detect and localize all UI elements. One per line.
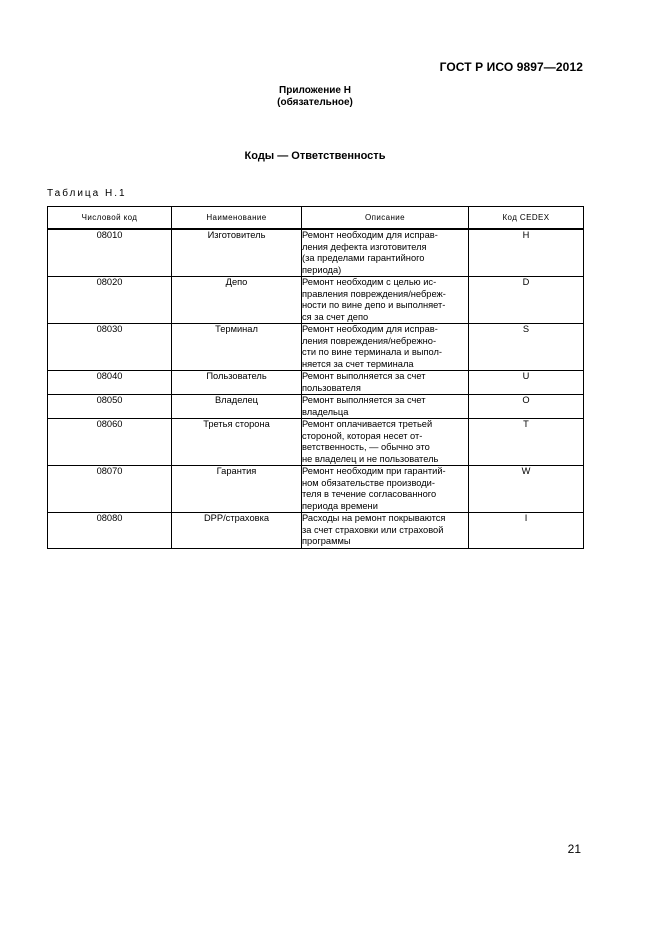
description-line: ветственность, — обычно это bbox=[302, 442, 430, 452]
table-header-row bbox=[48, 207, 584, 230]
appendix-status: (обязательное) bbox=[277, 97, 353, 108]
appendix-title: Приложение H bbox=[279, 85, 351, 96]
description-line: Ремонт необходим для исправ- bbox=[302, 324, 438, 334]
description-line: сти по вине терминала и выпол- bbox=[302, 347, 442, 357]
table-row bbox=[48, 513, 584, 549]
name-cell: DPP/страховка bbox=[172, 513, 302, 549]
column-header-name: Наименование bbox=[172, 207, 302, 230]
document-standard-id: ГОСТ Р ИСО 9897—2012 bbox=[439, 60, 583, 74]
description-line: за счет страховки или страховой bbox=[302, 524, 444, 535]
description-line: ся за счет депо bbox=[302, 311, 369, 322]
name-cell: Терминал bbox=[172, 324, 302, 371]
column-header-cedex: Код CEDEX bbox=[469, 207, 584, 230]
description-line: Ремонт оплачивается третьей bbox=[302, 419, 433, 429]
name-cell: Третья сторона bbox=[172, 419, 302, 466]
description-line: пользователя bbox=[302, 382, 361, 393]
description-line: ности по вине депо и выполняет- bbox=[302, 300, 446, 310]
description-line: Ремонт необходим при гарантий- bbox=[302, 466, 446, 476]
description-line: правления повреждения/небреж- bbox=[302, 288, 446, 299]
numeric-code-cell: 08080 bbox=[48, 513, 172, 549]
cedex-code-cell: T bbox=[469, 419, 584, 466]
description-line: Ремонт выполняется за счет bbox=[302, 371, 426, 381]
description-line: ления повреждения/небрежно- bbox=[302, 335, 437, 346]
table-row bbox=[48, 277, 584, 324]
description-line: Ремонт необходим для исправ- bbox=[302, 230, 438, 240]
appendix-heading bbox=[0, 85, 630, 109]
numeric-code-cell: 08010 bbox=[48, 229, 172, 277]
description-cell bbox=[302, 395, 469, 419]
cedex-code-cell: H bbox=[469, 229, 584, 277]
numeric-code-cell: 08040 bbox=[48, 371, 172, 395]
description-cell bbox=[302, 419, 469, 466]
column-header-code: Числовой код bbox=[48, 207, 172, 230]
description-line: Ремонт выполняется за счет bbox=[302, 395, 426, 405]
table-row bbox=[48, 466, 584, 513]
cedex-code-cell: S bbox=[469, 324, 584, 371]
description-line: няется за счет терминала bbox=[302, 358, 414, 369]
description-line: ном обязательстве производи- bbox=[302, 477, 435, 488]
description-line: ления дефекта изготовителя bbox=[302, 241, 427, 252]
name-cell: Депо bbox=[172, 277, 302, 324]
description-line: Расходы на ремонт покрываются bbox=[302, 513, 446, 523]
name-cell: Пользователь bbox=[172, 371, 302, 395]
table-row bbox=[48, 324, 584, 371]
description-line: периода времени bbox=[302, 500, 378, 511]
numeric-code-cell: 08060 bbox=[48, 419, 172, 466]
description-line: стороной, которая несет от- bbox=[302, 430, 423, 441]
description-line: теля в течение согласованного bbox=[302, 489, 437, 499]
cedex-code-cell: W bbox=[469, 466, 584, 513]
description-cell bbox=[302, 371, 469, 395]
table-row bbox=[48, 371, 584, 395]
table-row bbox=[48, 419, 584, 466]
table-caption: Таблица Н.1 bbox=[47, 188, 127, 199]
description-line: (за пределами гарантийного bbox=[302, 253, 425, 263]
numeric-code-cell: 08020 bbox=[48, 277, 172, 324]
description-cell bbox=[302, 513, 469, 549]
cedex-code-cell: I bbox=[469, 513, 584, 549]
description-cell bbox=[302, 229, 469, 277]
column-header-description: Описание bbox=[302, 207, 469, 230]
description-cell bbox=[302, 324, 469, 371]
cedex-code-cell: U bbox=[469, 371, 584, 395]
description-line: владельца bbox=[302, 406, 349, 417]
description-cell bbox=[302, 277, 469, 324]
responsibility-codes-table bbox=[47, 206, 584, 549]
cedex-code-cell: D bbox=[469, 277, 584, 324]
cedex-code-cell: O bbox=[469, 395, 584, 419]
table-row bbox=[48, 229, 584, 277]
numeric-code-cell: 08070 bbox=[48, 466, 172, 513]
numeric-code-cell: 08050 bbox=[48, 395, 172, 419]
description-line: Ремонт необходим с целью ис- bbox=[302, 277, 437, 287]
name-cell: Изготовитель bbox=[172, 229, 302, 277]
numeric-code-cell: 08030 bbox=[48, 324, 172, 371]
table-row bbox=[48, 395, 584, 419]
name-cell: Гарантия bbox=[172, 466, 302, 513]
description-line: периода) bbox=[302, 264, 342, 275]
description-line: не владелец и не пользователь bbox=[302, 453, 439, 464]
description-line: программы bbox=[302, 536, 351, 546]
name-cell: Владелец bbox=[172, 395, 302, 419]
page-number: 21 bbox=[567, 842, 581, 856]
description-cell bbox=[302, 466, 469, 513]
section-title: Коды — Ответственность bbox=[244, 150, 386, 162]
